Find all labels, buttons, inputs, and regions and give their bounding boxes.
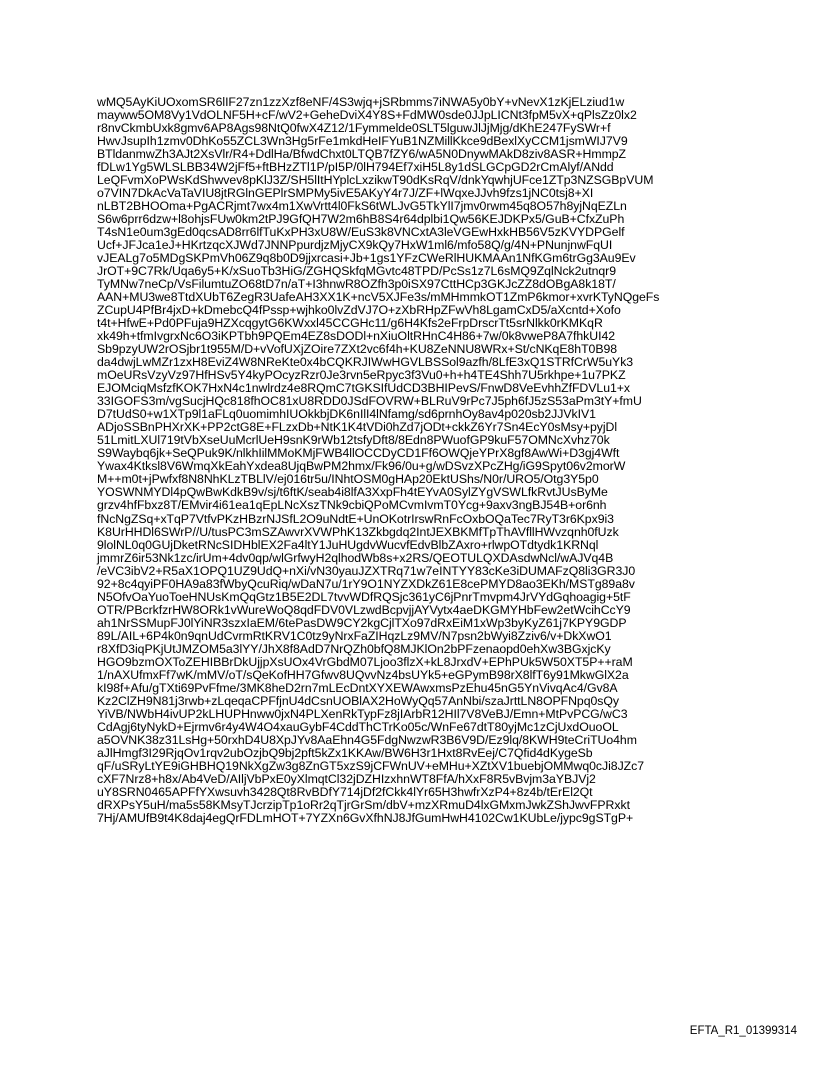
encoded-text-line: nLBT2BHOOma+PgACRjmt7wx4m1XwVrtt4l0FkS6tWLJvG5TkYlI7jmv0rwm45q8O57h8yjNqEZLn (97, 199, 627, 214)
encoded-text-line: OTR/PBcrkfzrHW8ORk1vWureWoQ8qdFDV0VLzwdBcpvjjAYVytx4aeDKGMYHbFew2etWcihCcY9 (97, 602, 631, 617)
encoded-text-line: T4sN1e0um3gEd0qcsAD8rr6lfTuKxPH3xU8W/EuS3k8VNCxtA3leVGEwHxkHB56V5zKVYDPGelf (97, 225, 625, 240)
encoded-text-line: JrOT+9C7Rk/Uqa6y5+K/xSuoTb3HiG/ZGHQSkfqMGvtc48TPD/PcSs1z7L6sMQ9ZqlNck2utnqr9 (97, 264, 617, 279)
encoded-text-line: Ywax4Ktksl8V6WmqXkEahYxdea8UjqBwPM2hmx/Fk96/0u+g/wDSvzXPcZHg/iG9Spyt06v2morW (97, 459, 626, 474)
encoded-text-line: qF/uSRyLtYE9iGHBHQ19NkXgZw3g8ZnGT5xzS9jCFWnUV+eMHu+XZtXV1buebjOMMwq0cJi8JZc7 (97, 758, 645, 773)
encoded-text-line: BTldanmwZh3AJt2XsVlr/R4+DdlHa/BfwdChxt0LTQB7fZY6/wA5N0DnywMAkD8ziv8ASR+HmmpZ (97, 147, 627, 162)
encoded-text-line: /eVC3ibV2+R5aX1OPQ1UZ9UdQ+nXi/vN30yauJZXTRq71w7eINTYY83cKe3iDUMAFzQ8li3GR3J0 (97, 563, 636, 578)
encoded-text-line: 9lolNL0q0GUjDketRNcSIDHblEX2Fa4ltY1JuHUgdvWucvfEdvBlbZAxro+rlwpOTdtydk1KRNql (97, 537, 599, 552)
encoded-text-line: 51LmitLXUl719tVbXseUuMcrlUeH9snK9rWb12tsfyDft8/8Edn8PWuofGP9kuF57OMNcXvhz70k (97, 433, 610, 448)
encoded-text-line: mayww5OM8Vy1VdOLNF5H+cF/wV2+GeheDviX4Y8S+FdMW0sde0JJpLICNt3fpM5vX+qPlsZz0lx2 (97, 108, 637, 123)
encoded-text-line: mOeURsVzyVz97HfHSv5Y4kyPOcyzRzr0Je3rvn5eRpyc3f3Vu0+h+h4TE4Shh7U5rkhpe+1u7PKZ (97, 368, 626, 383)
encoded-text-line: uY8SRN0465APFfYXwsuvh3428Qt8RvBDfY714jDf2fCkk4lYr65H3hwfrXzP4+8z4b/tErEl2Qt (97, 784, 593, 799)
encoded-text-line: o7VIN7DkAcVaTaVIU8jtRGlnGEPlrSMPMy5ivE5AKyY4r7J/ZF+lWqxeJJvh9fzs1jNC0tsj8+XI (97, 186, 594, 201)
encoded-text-line: da4dwjLwMZr1zxH8EviZ4W8NReKte0x4bCQKRJIWwHGVLBSSol9azfh/8LfE3xQ1STRfCrW5uYk3 (97, 355, 634, 370)
encoded-text-line: 1/nAXUfmxFf7wK/mMV/oT/sQeKofHH7Gfwv8UQvvNz4bsUYk5+eGPymB98rX8lfT6y91MkwGlX2a (97, 667, 629, 682)
encoded-text-line: vJEALg7o5MDgSKPmVh06Z9q8b0D9jjxrcasi+Jb+1gs1YFzCWeRlHUKMAAn1NfKGm6trGg3Au9Ev (97, 251, 636, 266)
encoded-text-line: ADjoSSBnPHXrXK+PP2ctG8E+FLzxDb+NtK1K4tVDi0hZd7jODt+ckkZ6Yr7Sn4EcY0sMsy+pyjDl (97, 420, 618, 435)
encoded-text-line: jmmrZ6ir53Nk1zc/irUm+4dv0qp/wlGrfwyH2qlhodWb8s+x2RS/QEOTULQXDAsdwNcl/wAJVq4B (97, 550, 614, 565)
encoded-text-line: HwvJsupIh1zmv0DhKo55ZCL3Wn3Hg5rFe1mkdHeIFYuB1NZMillKkce9dBexlXyCCM1jsmWIJ7V9 (97, 134, 628, 149)
encoded-text-line: 7Hj/AMUfB9t4K8daj4egQrFDLmHOT+7YZXn6GvXfhNJ8JfGumHwH4102Cw1KUbLe/jypc9gSTgP+ (97, 810, 634, 825)
encoded-text-line: wMQ5AyKiUOxomSR6lIF27zn1zzXzf8eNF/4S3wjq+jSRbmms7iNWA5y0bY+vNevX1zKjELziud1w (97, 95, 625, 109)
encoded-text-line: ah1NrSSMupFJ0lYiNR3szxIaEM/6tePasDW9CY2kgCjlTXo97dRxEiM1xWp3byKyZ61j7KPY9GDP (97, 615, 627, 630)
encoded-text-line: Kz2ClZH9N81j3rwb+zLqeqaCPFfjnU4dCsnUOBlAX2HoWyQq57AnNbi/szaJrttLN8OPFNpq0sQy (97, 693, 619, 708)
encoded-text-block (97, 96, 737, 825)
encoded-text-line: fNcNgZSq+xTqP7VtfvPKzHBzrNJSfL2O9uNdtE+UnOKotrIrswRnFcOxbOQaTec7RyT3r6Kpx9i3 (97, 511, 614, 526)
encoded-text-line: YiVB/NWbH4ivUP2kLHUPHnww0jxN4PLXenRkTypFz8jIArbR12HIl7V8VeBJ/Emn+MtPvPCG/wC3 (97, 706, 628, 721)
encoded-text-line: 33IGOFS3m/vgSucjHQc818fhOC81xU8RDD0JSdFOVRW+BLRuV9rPc7J5ph6fJ5zS53aPm3tY+fmU (97, 394, 642, 409)
encoded-text-line: xk49h+tfmIvgrxNc6O3iKPTbh9PQEm4EZ8sDODl+nXiuOltRHnC4H86+7w/0k8vweP8A7fhkUI42 (97, 329, 616, 344)
encoded-text-line: a5OVNK38z31LsHg+50rxhD4U8XpJYv8AaEhn4G5FdgNwzwR3B6V9D/Ez9lq/8KWH9teCriTUo4hm (97, 732, 637, 747)
encoded-text-line: HGO9bzmOXToZEHIBBrDkUjjpXsUOx4VrGbdM07Ljoo3flzX+kL8JrxdV+EPhPUk5W50XT5P++raM (97, 654, 633, 669)
bates-number: EFTA_R1_01399314 (689, 1025, 797, 1037)
encoded-text-line: D7tUdS0+w1XTp9l1aFLq0uomimhIUOkkbjDK6nIlI4lNfamg/sd6prnhOy8av4p020sb2JJVkIV1 (97, 407, 596, 422)
encoded-text-line: cXF7Nrz8+h8x/Ab4VeD/AIljVbPxE0yXlmqtCl32jDZHIzxhnWT8FfA/hXxF8R5vBvjm3aYBJVj2 (97, 771, 596, 786)
encoded-text-line: 92+8c4qyiPF0HA9a83fWbyQcuRiq/wDaN7u/1rY9O1NYZXDkZ61E8cePMYD8ao3EKh/MSTg89a8v (97, 576, 635, 591)
encoded-text-line: t4t+HfwE+Pd0PFuja9HZXcqgytG6KWxxl45CCGHc11/g6H4Kfs2eFrpDrscrTt5srNlkk0rKMKqR (97, 316, 603, 331)
encoded-text-line: N5OfvOaYuoToeHNUsKmQqGtz1B5E2DL7tvvWDfRQSjc361yC6jPnrTmvpm4JrVYdGqhoagig+5tF (97, 589, 631, 604)
encoded-text-line: aJlHmgf3I29RjqOv1rqv2ubOzjbQ9bj2pft5kZx1KKAw/BW6H3r1Hxt8RvEej/C7Qfid4dKygeSb (97, 745, 593, 760)
encoded-text-line: M++m0t+jPwfxf8N8NhKLzTBLlV/ej016tr5u/INhtOSM0gHAp20EktUShs/N0r/URO5/Otg3Y5p0 (97, 472, 599, 487)
encoded-text-line: grzv4hfFbxz8T/EMvir4i61ea1qEpLNcXszTNk9cbiQPoMCvmIvmT0Ycg+9axv3ngBJ54B+or6nh (97, 498, 607, 513)
encoded-text-line: YOSWNMYDl4pQwBwKdkB9v/sj/t6ftK/seab4i8lfA3XxpFh4tEYvA0SylZYgVSWLfkRvtJUsByMe (97, 485, 608, 500)
encoded-text-line: ZCupU4PfBr4jxD+kDmebcQ4fPssp+wjhko0lvZdVJ7O+zXbRHpZFwVh8LgamCxD5/aXcntd+Xofo (97, 303, 621, 318)
encoded-text-line: dRXPsY5uH/ma5s58KMsyTJcrzipTp1oRr2qTjrGrSm/dbV+mzXRmuD4lxGMxmJwkZShJwvFPRxkt (97, 797, 630, 812)
encoded-text-line: LeQFvmXoPWsKdShwvev8pKlJ3Z/SH5lItHYplcLxzikwT90dKsRqV/dnkYqwhjUFce1ZTp3NZSGBpVUM (97, 173, 654, 188)
encoded-text-line: AAN+MU3we8TtdXUbT6ZegR3UafeAH3XX1K+ncV5XJFe3s/mMHmmkOT1ZmP6kmor+xvrKTyNQgeFs (97, 290, 660, 305)
encoded-text-line: S9Waybq6jk+SeQPuk9K/nlkhIilMMoKMjFWB4llOCCDyCD1Ff6OWQjeYPrX8gf8AwWi+D3gj4Wft (97, 446, 620, 461)
encoded-text-line: 89L/AIL+6P4k0n9qnUdCvrmRtKRV1C0tz9yNrxFaZIHqzLz9MV/N7psn2bWyi8Zziv6/v+DkXwO1 (97, 628, 612, 643)
encoded-text-line: r8XfD3iqPKjUtJMZOM5a3lYY/JhX8f8AdD7NrQZh0bfQ8MJKlOn2bPFzenaopd0ehXw3BGxjcKy (97, 641, 611, 656)
encoded-text-line: EJOMciqMsfzfKOK7HxN4c1nwlrdz4e8RQmC7tGKSIfUdCD3BHIPevS/FnwD8VeEvhhZfFDVLu1+x (97, 381, 631, 396)
encoded-text-line: kI98f+Afu/gTXti69PvFfme/3MK8heD2rn7mLEcDntXYXEWAwxmsPzEhu45nG5YnVivqAc4/Gv8A (97, 680, 618, 695)
encoded-text-line: Sb9pzyUW2rOSjbr1t955M/D+vVofUXjZOire7ZXt2vc6f4h+KU8ZeNNU8WRx+St/cNKqE8hT0B98 (97, 342, 618, 357)
encoded-text-line: TyMNw7neCp/VsFilumtuZO68tD7n/aT+I3hnwR8OZfh3p0iSX97CttHCp3GKJcZZ8dOBgA8k18T/ (97, 277, 616, 292)
encoded-text-line: S6w6prr6dzw+l8ohjsFUw0km2tPJ9GfQH7W2m6hB8S4r64dplbi1Qw56KEJDKPx5/GuB+CfxZuPh (97, 212, 625, 227)
encoded-text-line: K8UrHHDl6SWrP//U/tusPC3mSZAwvrXVWPhK13Zkbgdq2IntJEXBKMfTpThAVfllHWvzqnh0fUzk (97, 524, 619, 539)
encoded-text-line: fDLw1Yg5WLSLBB34W2jFf5+ftBHzZTl1P/pI5P/0lH794Ef7xiH5L8y1dSLGCpGD2rCmAlyf/ANdd (97, 160, 614, 175)
encoded-text-line: CdAgj6tyNykD+Ejrmv6r4y4W4O4xauGybF4CddThCTrKo05c/WnFe67dtT80yjMc1zCjUxdOuoOL (97, 719, 619, 734)
encoded-text-line: r8nvCkmbUxk8gmv6AP8Ags98NtQ0fwX4Z12/1Fymmelde0SLT5lguwJlJjMjg/dKhE247FySWr+f (97, 121, 611, 136)
encoded-text-line: Ucf+JFJca1eJ+HKrtzqcXJWd7JNNPpurdjzMjyCX9kQy7HxW1ml6/mfo58Q/g/4N+PNunjnwFqUI (97, 238, 613, 253)
